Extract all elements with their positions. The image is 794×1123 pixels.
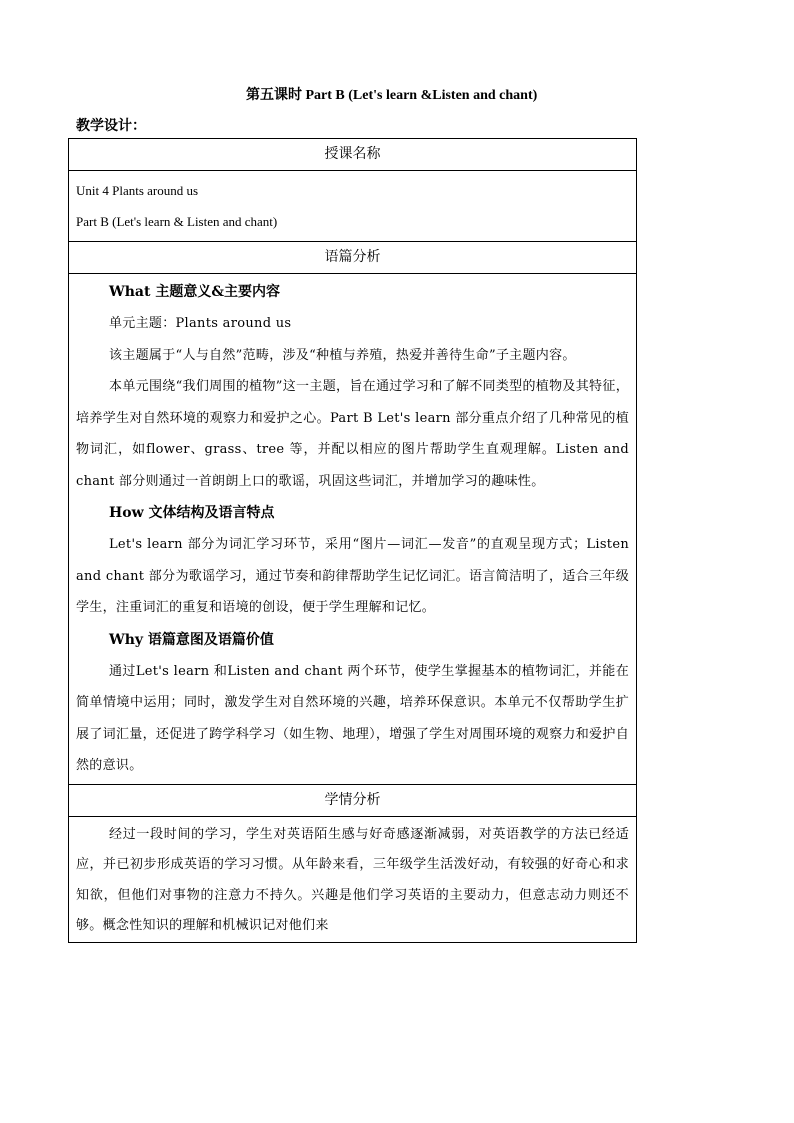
teaching-design-heading: 教学设计： xyxy=(76,118,146,134)
what-paragraph: 该主题属于“人与自然”范畴，涉及“种植与养殖，热爱并善待生命”子主题内容。 xyxy=(109,347,576,363)
table-row xyxy=(69,171,637,242)
table-row xyxy=(69,816,637,942)
course-name-header: 授课名称 xyxy=(69,139,637,171)
student-analysis-paragraph: 经过一段时间的学习，学生对英语陌生感与好奇感逐渐减弱，对英语教学的方法已经适应，并已初步形成英语的学习习惯。从年龄来看，三年级学生活泼好动，有较强的好奇心和求知欲，但他们对事物的注意力不持久。兴趣是他们学习英语的主要动力，但意志动力则还不够。概念性知识的理解和机械识记对他们来 xyxy=(76,826,629,933)
what-unit-theme: 单元主题：Plants around us xyxy=(109,316,292,331)
text-analysis-header: 语篇分析 xyxy=(69,242,637,274)
lesson-title: 第五课时 Part B (Let's learn &Listen and chant) xyxy=(246,88,538,103)
why-section-title: Why 语篇意图及语篇价值 xyxy=(109,631,274,648)
lesson-plan-table xyxy=(68,138,637,943)
course-part-line: Part B (Let's learn & Listen and chant) xyxy=(76,214,278,229)
what-paragraph: 本单元围绕“我们周围的植物”这一主题，旨在通过学习和了解不同类型的植物及其特征，培养学生对自然环境的观察力和爱护之心。Part B Let's learn 部分重点介绍了几种常见的植物词汇，如flower、grass、tree 等，并配以相应的图片帮助学生直观理解。Listen and chant 部分则通过一首朗朗上口的歌谣，巩固这些词汇，并增加学习的趣味性。 xyxy=(76,379,629,489)
text-analysis-cell xyxy=(69,274,637,785)
student-analysis-header: 学情分析 xyxy=(69,784,637,816)
table-row xyxy=(69,784,637,816)
course-unit-line: Unit 4 Plants around us xyxy=(76,183,199,198)
table-row xyxy=(69,242,637,274)
what-section-title: What 主题意义&主要内容 xyxy=(109,284,280,300)
course-name-cell xyxy=(69,171,637,242)
table-row xyxy=(69,139,637,171)
how-paragraph: Let's learn 部分为词汇学习环节，采用“图片—词汇—发音”的直观呈现方式；Listen and chant 部分为歌谣学习，通过节奏和韵律帮助学生记忆词汇。语言简洁明了，适合三年级学生，注重词汇的重复和语境的创设，便于学生理解和记忆。 xyxy=(76,537,629,615)
table-row xyxy=(69,274,637,785)
how-section-title: How 文体结构及语言特点 xyxy=(109,505,275,521)
why-paragraph: 通过Let's learn 和Listen and chant 两个环节，使学生掌握基本的植物词汇，并能在简单情境中运用；同时，激发学生对自然环境的兴趣，培养环保意识。本单元不仅帮助学生扩展了词汇量，还促进了跨学科学习（如生物、地理），增强了学生对周围环境的观察力和爱护自然的意识。 xyxy=(76,663,629,773)
student-analysis-cell xyxy=(69,816,637,942)
